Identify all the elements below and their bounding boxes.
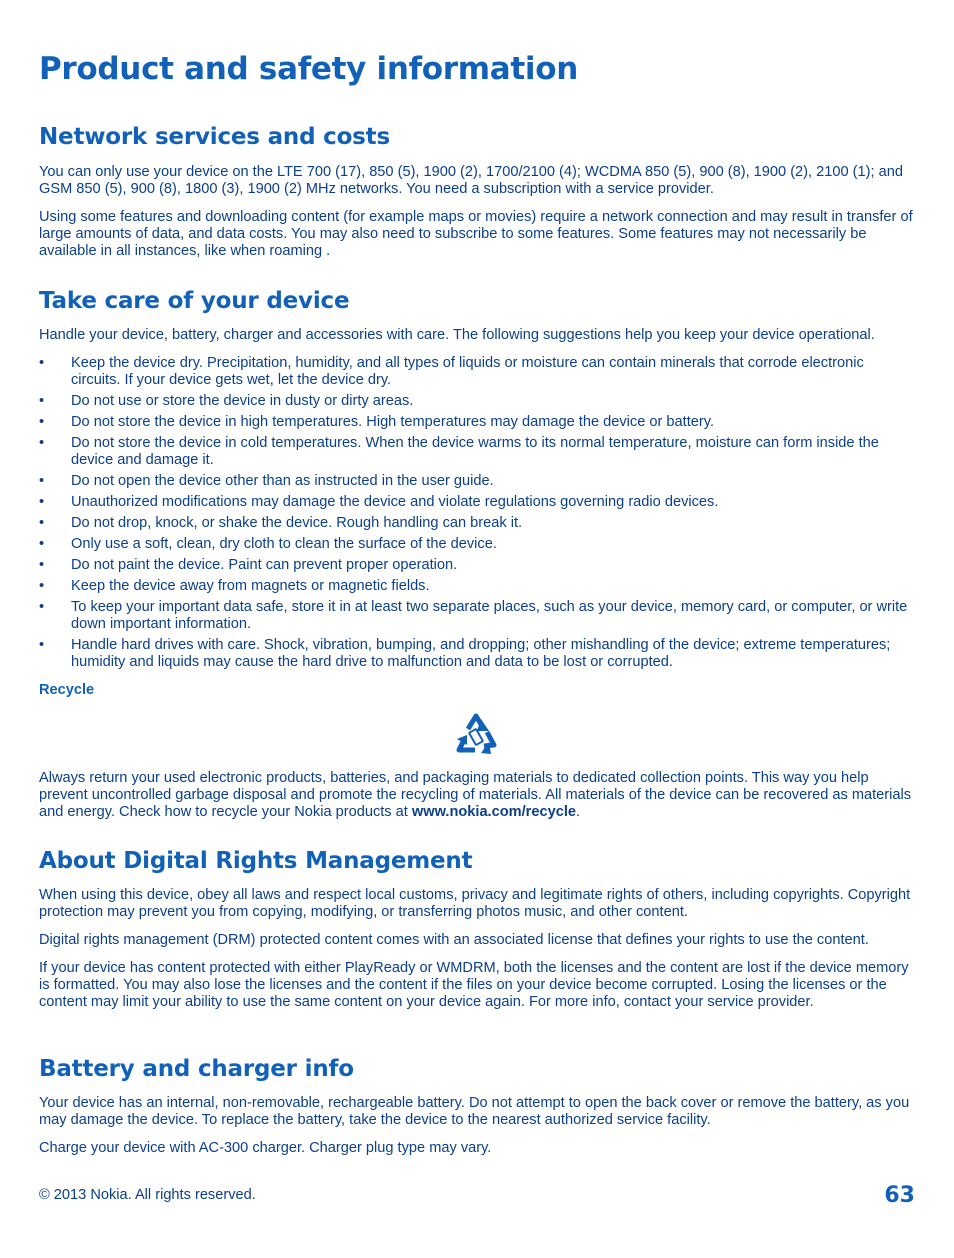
bullet-glyph: • — [39, 473, 45, 489]
list-item-text: Handle hard drives with care. Shock, vibration, bumping, and dropping; other mishandling of the device; extreme temperatures; humidity and liquids may cause the hard drive to malfunction and data to be lost or corrupted. — [71, 637, 891, 670]
list-item — [39, 494, 915, 511]
heading-take-care: Take care of your device — [39, 288, 350, 314]
bullet-glyph: • — [39, 393, 45, 409]
list-item — [39, 599, 915, 633]
page-number: 63 — [884, 1183, 915, 1208]
list-item — [39, 473, 915, 490]
list-item — [39, 557, 915, 574]
heading-battery: Battery and charger info — [39, 1056, 354, 1082]
heading-network-services: Network services and costs — [39, 124, 390, 150]
list-item-text: Do not store the device in high temperatures. High temperatures may damage the device or battery. — [71, 414, 715, 430]
recycle-icon — [451, 709, 501, 759]
drm-paragraph-3: If your device has content protected with either PlayReady or WMDRM, both the licenses and the content are lost if the device memory is formatted. You may also lose the licenses and the content if the files on your device become corrupted. Losing the licenses or the content may limit your ability to use the same content on your device again. For more info, contact your service provider. — [39, 960, 909, 1010]
copyright-notice: © 2013 Nokia. All rights reserved. — [39, 1187, 256, 1203]
recycle-text: Always return your used electronic products, batteries, and packaging materials to dedicated collection points. This way you help prevent uncontrolled garbage disposal and promote the recycling of materials. All materials of the device can be recovered as materials and energy. Check how to recycle your Nokia products at — [39, 770, 912, 820]
list-item — [39, 578, 915, 595]
recycle-link[interactable]: www.nokia.com/recycle — [411, 804, 576, 820]
bullet-glyph: • — [39, 515, 45, 531]
bullet-glyph: • — [39, 435, 45, 451]
bullet-glyph: • — [39, 637, 45, 653]
list-item-text: Keep the device away from magnets or magnetic fields. — [71, 578, 430, 594]
bullet-glyph: • — [39, 599, 45, 615]
bullet-glyph: • — [39, 578, 45, 594]
heading-drm: About Digital Rights Management — [39, 848, 473, 874]
battery-paragraph-1: Your device has an internal, non-removable, rechargeable battery. Do not attempt to open the back cover or remove the battery, as you may damage the device. To replace the battery, take the device to the nearest authorized service facility. — [39, 1095, 910, 1128]
bullet-glyph: • — [39, 494, 45, 510]
list-item — [39, 536, 915, 553]
list-item — [39, 414, 915, 431]
bullet-glyph: • — [39, 536, 45, 552]
list-item-text: Do not open the device other than as instructed in the user guide. — [71, 473, 494, 489]
recycle-paragraph — [39, 770, 915, 821]
list-item — [39, 393, 915, 410]
list-item-text: Do not store the device in cold temperatures. When the device warms to its normal temperature, moisture can form inside the device and damage it. — [71, 435, 879, 468]
list-item — [39, 355, 915, 389]
bullet-glyph: • — [39, 355, 45, 371]
list-item-text: Do not paint the device. Paint can prevent proper operation. — [71, 557, 458, 573]
network-paragraph-2: Using some features and downloading content (for example maps or movies) require a network connection and may result in transfer of large amounts of data, and data costs. You may also need to subscribe to some features. Some features may not necessarily be available in all instances, like when roaming . — [39, 209, 913, 259]
list-item — [39, 435, 915, 469]
recycle-heading: Recycle — [39, 682, 95, 698]
list-item — [39, 515, 915, 532]
list-item — [39, 637, 915, 671]
bullet-glyph: • — [39, 414, 45, 430]
page-title: Product and safety information — [39, 51, 579, 87]
network-paragraph-1: You can only use your device on the LTE 700 (17), 850 (5), 1900 (2), 1700/2100 (4); WCDMA 850 (5), 900 (8), 1900 (2), 2100 (1); and GSM 850 (5), 900 (8), 1800 (3), 1900 (2) MHz networks. You need a subscription with a service provider. — [39, 164, 903, 197]
list-item-text: Unauthorized modifications may damage the device and violate regulations governing radio devices. — [71, 494, 719, 510]
list-item-text: To keep your important data safe, store it in at least two separate places, such as your device, memory card, or computer, or write down important information. — [71, 599, 908, 632]
drm-paragraph-2: Digital rights management (DRM) protected content comes with an associated license that defines your rights to use the content. — [39, 932, 869, 948]
bullet-glyph: • — [39, 557, 45, 573]
list-item-text: Do not drop, knock, or shake the device. Rough handling can break it. — [71, 515, 523, 531]
list-item-text: Only use a soft, clean, dry cloth to clean the surface of the device. — [71, 536, 497, 552]
list-item-text: Do not use or store the device in dusty or dirty areas. — [71, 393, 414, 409]
care-bullet-list — [39, 355, 915, 675]
battery-paragraph-2: Charge your device with AC-300 charger. Charger plug type may vary. — [39, 1140, 492, 1156]
care-intro: Handle your device, battery, charger and accessories with care. The following suggestions help you keep your device operational. — [39, 327, 875, 343]
recycle-text-end: . — [576, 804, 581, 820]
list-item-text: Keep the device dry. Precipitation, humidity, and all types of liquids or moisture can contain minerals that corrode electronic circuits. If your device gets wet, let the device dry. — [71, 355, 864, 388]
drm-paragraph-1: When using this device, obey all laws and respect local customs, privacy and legitimate rights of others, including copyrights. Copyright protection may prevent you from copying, modifying, or transferring photos music, and other content. — [39, 887, 911, 920]
